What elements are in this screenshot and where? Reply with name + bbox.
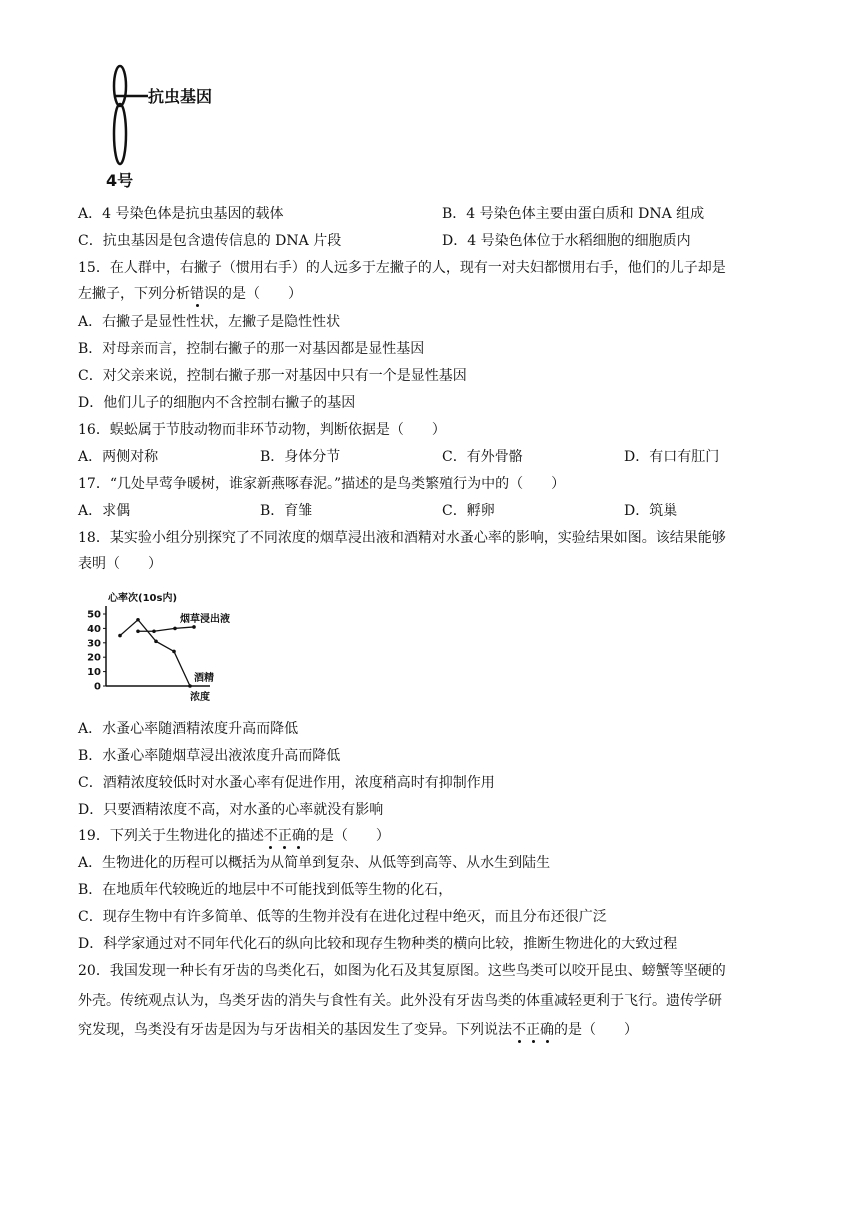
chromosome-lower-arm xyxy=(114,104,126,164)
q16-option-b: B．身体分节 xyxy=(260,449,341,465)
q20-emphasis-char-2: 正 xyxy=(526,1022,540,1038)
data-point xyxy=(118,634,122,638)
series-line-alcohol xyxy=(120,620,190,686)
q15-option-b: B．对母亲而言，控制右撇子的那一对基因都是显性基因 xyxy=(78,341,425,357)
q17-option-a: A．求偶 xyxy=(78,503,131,519)
q17-option-b: B．育雏 xyxy=(260,503,313,519)
chart-y-axis-label: 心率次(10s内) xyxy=(108,593,178,604)
q18-stem-line1: 18．某实验小组分别探究了不同浓度的烟草浸出液和酒精对水蚤心率的影响，实验结果如图。该结果能够 xyxy=(78,530,726,546)
q16-option-d: D．有口有肛门 xyxy=(624,449,720,465)
q20-stem-line1: 20．我国发现一种长有牙齿的鸟类化石，如图为化石及其复原图。这些鸟类可以咬开昆虫、螃蟹等坚硬的 xyxy=(78,963,726,979)
q20-emphasis-char-3: 确 xyxy=(540,1022,554,1038)
q16-option-a: A．两侧对称 xyxy=(78,449,159,465)
q17-stem: 17．“几处早莺争暖树，谁家新燕啄春泥。”描述的是鸟类繁殖行为中的（ ） xyxy=(78,476,566,492)
q20-stem-part1: 究发现，鸟类没有牙齿是因为与牙齿相关的基因发生了变异。下列说法 xyxy=(78,1022,512,1038)
data-point xyxy=(136,629,140,633)
data-point xyxy=(154,640,158,644)
data-point xyxy=(192,625,196,629)
series-label-tobacco: 烟草浸出液 xyxy=(180,614,230,625)
q19-stem xyxy=(78,826,390,846)
q15-stem-part1: 左撇子，下列分析 xyxy=(78,286,190,302)
q15-option-d: D．他们儿子的细胞内不含控制右撇子的基因 xyxy=(78,395,356,411)
chromosome-number-label: 4号 xyxy=(106,171,134,190)
q18-option-a: A．水蚤心率随酒精浓度升高而降低 xyxy=(78,721,299,737)
chromosome-upper-arm xyxy=(114,66,126,106)
q14-option-d: D．4 号染色体位于水稻细胞的细胞质内 xyxy=(442,233,691,249)
q20-stem-line2: 外壳。传统观点认为，鸟类牙齿的消失与食性有关。此外没有牙齿鸟类的体重减轻更利于飞行。遗传学研 xyxy=(78,993,722,1009)
data-point xyxy=(173,627,177,631)
q19-emphasis-char-2: 正 xyxy=(277,828,292,844)
q18-option-c: C．酒精浓度较低时对水蚤心率有促进作用，浓度稍高时有抑制作用 xyxy=(78,775,495,791)
heart-rate-chart xyxy=(82,588,252,706)
data-point xyxy=(172,650,176,654)
q16-stem: 16．蜈蚣属于节肢动物而非环节动物，判断依据是（ ） xyxy=(78,422,446,438)
q18-option-b: B．水蚤心率随烟草浸出液浓度升高而降低 xyxy=(78,748,341,764)
q19-option-d: D．科学家通过对不同年代化石的纵向比较和现存生物种类的横向比较，推断生物进化的大致过程 xyxy=(78,936,678,952)
q20-stem-part2: 的是（ ） xyxy=(554,1022,638,1038)
q15-stem-part2: 误的是（ ） xyxy=(204,286,302,302)
q15-emphasis-char: 错 xyxy=(190,286,204,302)
q18-option-d: D．只要酒精浓度不高，对水蚤的心率就没有影响 xyxy=(78,802,384,818)
q16-option-c: C．有外骨骼 xyxy=(442,449,523,465)
data-point xyxy=(136,618,140,622)
q15-stem-line1: 15．在人群中，右撇子（惯用右手）的人远多于左撇子的人，现有一对夫妇都惯用右手，他们的儿子却是 xyxy=(78,260,726,276)
y-tick-label: 30 xyxy=(87,638,101,650)
q14-option-b: B．4 号染色体主要由蛋白质和 DNA 组成 xyxy=(442,206,705,222)
q14-option-c: C．抗虫基因是包含遗传信息的 DNA 片段 xyxy=(78,233,342,249)
q19-emphasis-char-3: 确 xyxy=(291,828,306,844)
q17-option-c: C．孵卵 xyxy=(442,503,495,519)
chromosome-figure xyxy=(100,64,230,194)
q19-option-c: C．现存生物中有许多简单、低等的生物并没有在进化过程中绝灭，而且分布还很广泛 xyxy=(78,909,607,925)
y-tick-label: 50 xyxy=(87,609,101,621)
q20-stem-line3 xyxy=(78,1020,638,1040)
y-tick-label: 0 xyxy=(94,681,101,693)
q19-option-b: B．在地质年代较晚近的地层中不可能找到低等生物的化石， xyxy=(78,882,453,898)
data-point xyxy=(188,684,192,688)
q19-option-a: A．生物进化的历程可以概括为从简单到复杂、从低等到高等、从水生到陆生 xyxy=(78,855,551,871)
q14-option-a: A．4 号染色体是抗虫基因的载体 xyxy=(78,206,284,222)
q15-option-c: C．对父亲来说，控制右撇子那一对基因中只有一个是显性基因 xyxy=(78,368,467,384)
q19-stem-part2: 的是（ ） xyxy=(305,828,390,844)
gene-label: 抗虫基因 xyxy=(148,87,213,106)
y-tick-label: 20 xyxy=(87,652,101,664)
q18-stem-line2: 表明（ ） xyxy=(78,556,162,572)
q17-option-d: D．筑巢 xyxy=(624,503,678,519)
series-label-alcohol: 酒精 xyxy=(194,673,214,684)
y-tick-label: 40 xyxy=(87,623,101,635)
q20-emphasis-char-1: 不 xyxy=(512,1022,526,1038)
q19-stem-part1: 19．下列关于生物进化的描述 xyxy=(78,828,264,844)
q19-emphasis-char-1: 不 xyxy=(263,828,278,844)
y-tick-label: 10 xyxy=(87,667,101,679)
q15-stem-line2 xyxy=(78,284,302,304)
data-point xyxy=(152,629,156,633)
q15-option-a: A．右撇子是显性性状，左撇子是隐性性状 xyxy=(78,314,341,330)
chart-x-axis-label: 浓度 xyxy=(190,692,210,703)
